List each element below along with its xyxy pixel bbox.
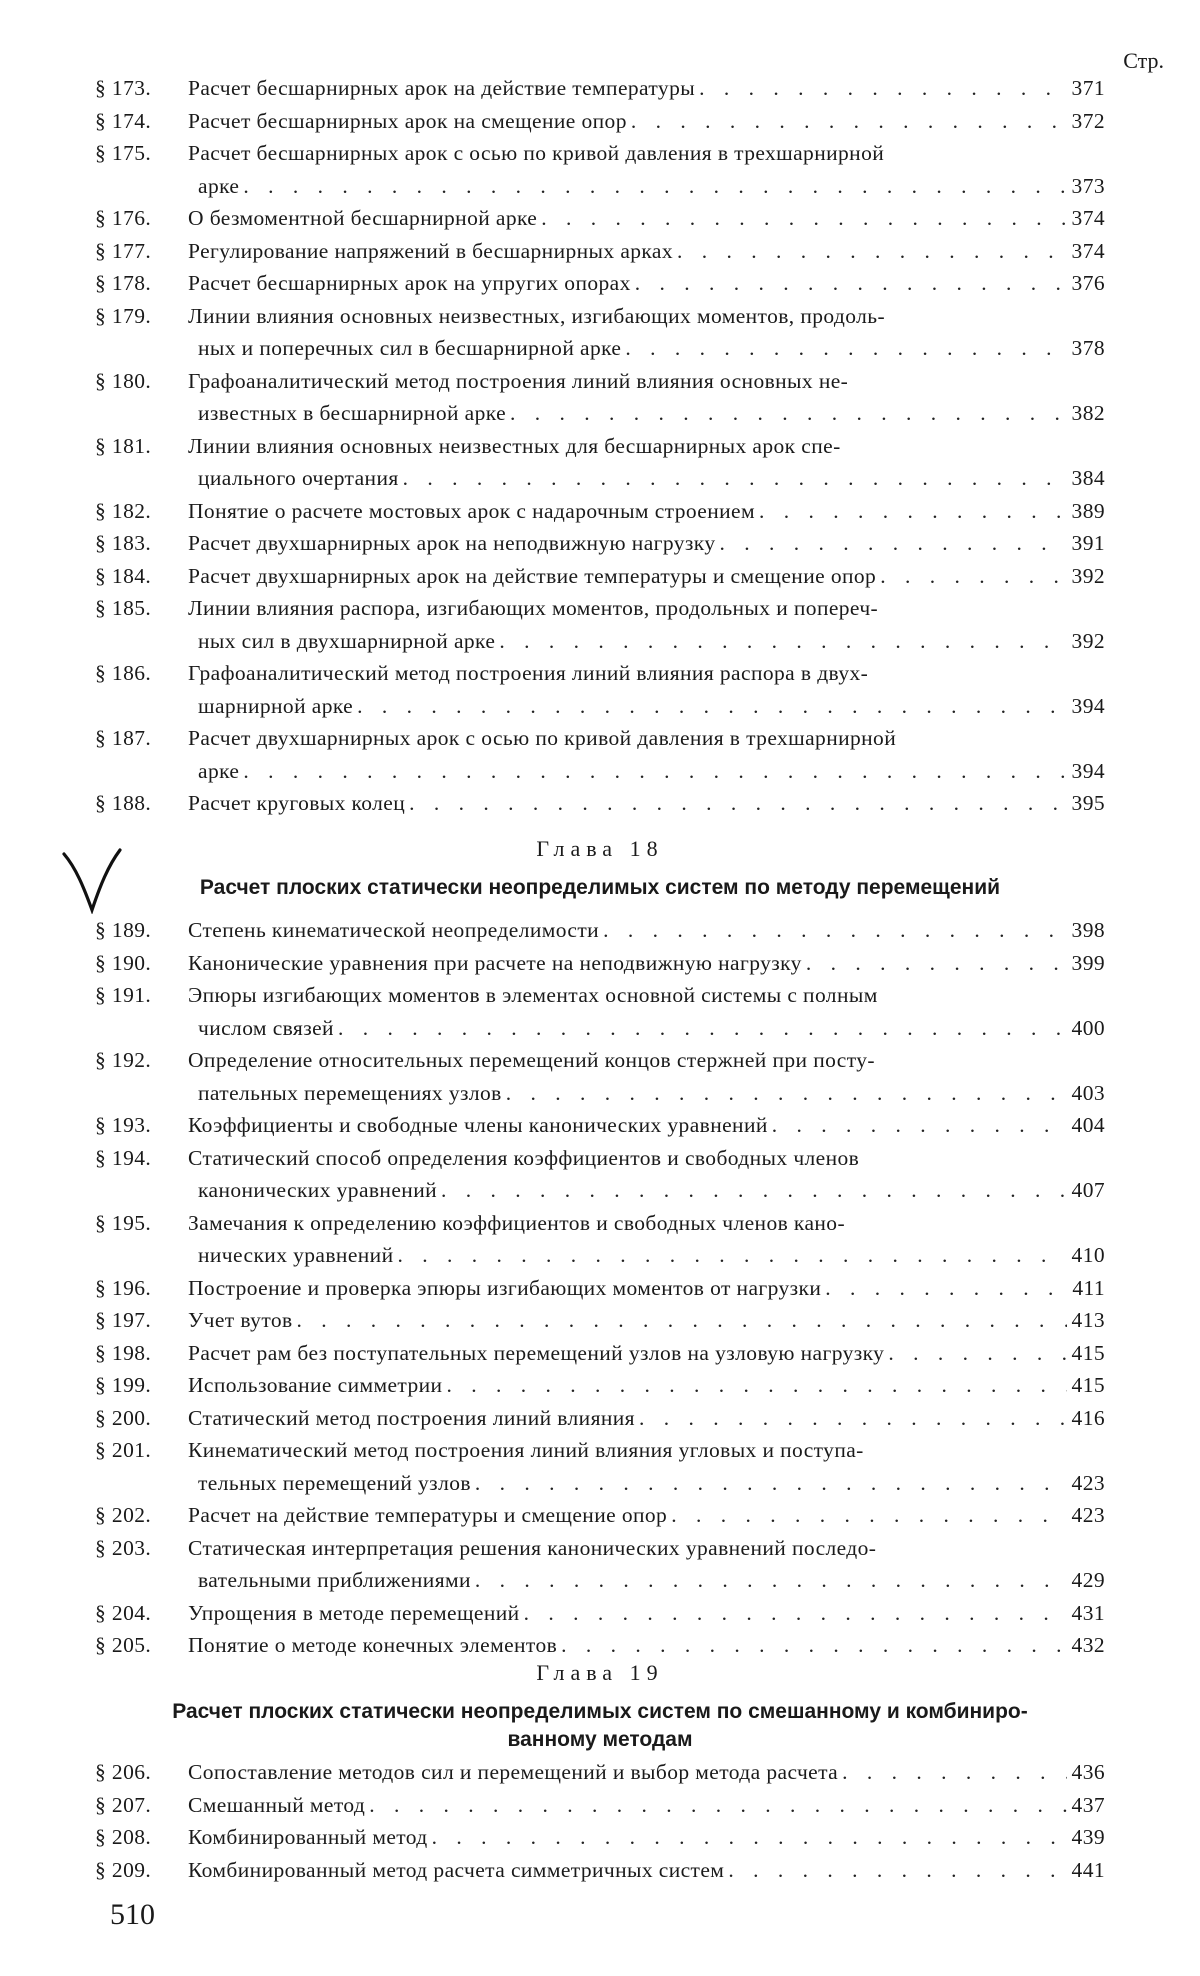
section-title-line: канонических уравнений xyxy=(198,1178,438,1202)
section-title-line: Определение относительных перемещений концов стержней при посту- xyxy=(188,1048,875,1072)
dot-leader xyxy=(671,1499,1067,1532)
dot-leader xyxy=(625,332,1067,365)
dot-leader xyxy=(639,1402,1067,1435)
section-title-line: тельных перемещений узлов xyxy=(198,1470,471,1495)
dot-leader xyxy=(499,625,1067,658)
page-ref: 392 xyxy=(1071,628,1105,653)
section-title-line: Регулирование напряжений в бесшарнирных арках xyxy=(188,238,674,263)
page-ref: 441 xyxy=(1071,1857,1105,1882)
section-title-line: Линии влияния основных неизвестных для бесшарнирных арок спе- xyxy=(188,433,841,458)
section-number: § 181. xyxy=(95,433,152,458)
page-ref: 432 xyxy=(1071,1633,1105,1657)
section-title-line: Статический способ определения коэффициентов и свободных членов xyxy=(188,1145,860,1170)
section-title-line: числом связей xyxy=(198,1015,334,1040)
section-title-line: Понятие о расчете мостовых арок с надарочным строением xyxy=(188,498,755,523)
dot-leader xyxy=(243,755,1067,788)
toc-entry xyxy=(95,1629,1105,1662)
chapter-19-title xyxy=(95,1698,1105,1754)
page-ref: 431 xyxy=(1071,1600,1105,1625)
dot-leader xyxy=(699,72,1067,105)
section-title-line: Использование симметрии xyxy=(188,1373,443,1397)
section-title-line: Коэффициенты и свободные члены канонических уравнений xyxy=(188,1113,768,1137)
dot-leader xyxy=(446,1369,1067,1402)
dot-leader xyxy=(759,495,1067,528)
page-ref: 376 xyxy=(1071,271,1105,295)
toc-entry xyxy=(95,1142,1105,1207)
section-number: § 182. xyxy=(95,498,152,523)
toc-entry xyxy=(95,1854,1105,1887)
section-number: § 203. xyxy=(95,1535,152,1560)
page-ref: 439 xyxy=(1071,1825,1105,1849)
toc-entry xyxy=(95,1044,1105,1109)
toc-section-list-chapter-18 xyxy=(95,914,1105,1662)
toc-entry xyxy=(95,430,1105,495)
page-ref: 415 xyxy=(1071,1373,1105,1397)
section-number: § 186. xyxy=(95,661,152,685)
page-ref: 372 xyxy=(1071,108,1105,133)
toc-entry xyxy=(95,592,1105,657)
section-title-line: Комбинированный метод расчета симметричных систем xyxy=(188,1857,725,1882)
dot-leader xyxy=(510,397,1067,430)
dot-leader xyxy=(880,560,1067,593)
section-title-line: пательных перемещениях узлов xyxy=(198,1080,502,1105)
section-title-line: известных в бесшарнирной арке xyxy=(198,401,507,425)
page-ref: 392 xyxy=(1071,563,1105,588)
section-title-line: арке xyxy=(198,173,240,198)
section-number: § 174. xyxy=(95,108,152,133)
section-title-line: Расчет круговых колец xyxy=(188,791,406,815)
section-title-line: Учет вутов xyxy=(188,1308,293,1332)
page-ref: 436 xyxy=(1071,1760,1105,1784)
section-number: § 179. xyxy=(95,303,152,328)
page-ref: 373 xyxy=(1071,173,1105,198)
section-title-line: О безмоментной бесшарнирной арке xyxy=(188,206,538,230)
section-title-line: циального очертания xyxy=(198,466,399,490)
toc-entry xyxy=(95,1337,1105,1370)
dot-leader xyxy=(524,1597,1067,1630)
dot-leader xyxy=(506,1077,1067,1110)
toc-entry xyxy=(95,914,1105,947)
page-ref: 395 xyxy=(1071,791,1105,815)
section-number: § 178. xyxy=(95,271,152,295)
page-ref: 371 xyxy=(1071,76,1105,100)
page-ref: 429 xyxy=(1071,1568,1105,1592)
toc-entry xyxy=(95,1756,1105,1789)
section-number: § 177. xyxy=(95,238,152,263)
section-title-line: Расчет рам без поступательных перемещений узлов на узловую нагрузку xyxy=(188,1340,885,1365)
toc-entry xyxy=(95,1597,1105,1630)
toc-entry xyxy=(95,235,1105,268)
section-number: § 202. xyxy=(95,1503,152,1527)
section-number: § 201. xyxy=(95,1438,152,1462)
section-title-line: Упрощения в методе перемещений xyxy=(188,1600,520,1625)
toc-entry xyxy=(95,657,1105,722)
section-title-line: Комбинированный метод xyxy=(188,1825,428,1849)
toc-entry xyxy=(95,1207,1105,1272)
section-title-line: Сопоставление методов сил и перемещений и выбор метода расчета xyxy=(188,1760,839,1784)
section-title-line: Статическая интерпретация решения канонических уравнений последо- xyxy=(188,1535,877,1560)
section-number: § 184. xyxy=(95,563,152,588)
section-number: § 200. xyxy=(95,1405,152,1430)
section-number: § 187. xyxy=(95,726,152,750)
toc-entry xyxy=(95,947,1105,980)
dot-leader xyxy=(297,1304,1067,1337)
toc-entry xyxy=(95,787,1105,820)
section-title-line: Линии влияния основных неизвестных, изгибающих моментов, продоль- xyxy=(188,303,886,328)
page-ref: 394 xyxy=(1071,758,1105,783)
section-number: § 196. xyxy=(95,1275,152,1300)
toc-entry xyxy=(95,72,1105,105)
dot-leader xyxy=(719,527,1067,560)
page-column-header: Стр. xyxy=(1123,48,1164,73)
page-ref: 374 xyxy=(1071,206,1105,230)
toc-entry xyxy=(95,1272,1105,1305)
page-ref: 389 xyxy=(1071,498,1105,523)
section-number: § 209. xyxy=(95,1857,152,1882)
dot-leader xyxy=(825,1272,1067,1305)
page-ref: 415 xyxy=(1071,1340,1105,1365)
section-title-line: Графоаналитический метод построения линий влияния распора в двух- xyxy=(188,661,869,685)
section-title-line: ных сил в двухшарнирной арке xyxy=(198,628,496,653)
toc-entry xyxy=(95,527,1105,560)
page-ref: 416 xyxy=(1071,1405,1105,1430)
page-ref: 391 xyxy=(1071,531,1105,555)
chapter-19-title-line-2: ванному методам xyxy=(507,1728,693,1751)
chapter-18-title: Расчет плоских статически неопределимых систем по методу перемещений xyxy=(199,876,1001,899)
page-ref: 404 xyxy=(1071,1113,1105,1137)
toc-entry xyxy=(95,560,1105,593)
toc-entry xyxy=(95,722,1105,787)
section-title-line: вательными приближениями xyxy=(198,1568,471,1592)
section-title-line: Расчет двухшарнирных арок с осью по кривой давления в трехшарнирной xyxy=(188,726,897,750)
section-number: § 204. xyxy=(95,1600,152,1625)
toc-entry xyxy=(95,1821,1105,1854)
toc-entry xyxy=(95,1434,1105,1499)
chapter-19-label: Глава 19 xyxy=(536,1660,664,1685)
dot-leader xyxy=(728,1854,1067,1887)
section-number: § 199. xyxy=(95,1373,152,1397)
page-ref: 423 xyxy=(1071,1503,1105,1527)
page-ref: 411 xyxy=(1072,1275,1105,1300)
toc-entry xyxy=(95,979,1105,1044)
section-number: § 207. xyxy=(95,1792,152,1817)
chapter-18-label: Глава 18 xyxy=(536,836,664,861)
section-number: § 190. xyxy=(95,950,152,975)
section-number: § 206. xyxy=(95,1760,152,1784)
chapter-19-title-line-1: Расчет плоских статически неопределимых систем по смешанному и комбиниро- xyxy=(172,1700,1028,1723)
dot-leader xyxy=(441,1174,1067,1207)
section-number: § 183. xyxy=(95,531,152,555)
section-title-line: Расчет бесшарнирных арок на упругих опорах xyxy=(188,271,631,295)
page-ref: 413 xyxy=(1071,1308,1105,1332)
dot-leader xyxy=(772,1109,1067,1142)
toc-entry xyxy=(95,365,1105,430)
section-title-line: арке xyxy=(198,758,240,783)
section-title-line: Расчет бесшарнирных арок на смещение опор xyxy=(188,108,627,133)
dot-leader xyxy=(842,1756,1067,1789)
section-number: § 185. xyxy=(95,596,152,620)
section-title-line: Канонические уравнения при расчете на неподвижную нагрузку xyxy=(188,950,802,975)
dot-leader xyxy=(397,1239,1067,1272)
toc-section-list-top xyxy=(95,72,1105,820)
section-number: § 205. xyxy=(95,1633,152,1657)
section-number: § 191. xyxy=(95,983,152,1007)
section-title-line: Построение и проверка эпюры изгибающих моментов от нагрузки xyxy=(188,1275,822,1300)
section-title-line: Смешанный метод xyxy=(188,1792,366,1817)
section-number: § 208. xyxy=(95,1825,152,1849)
toc-section-list-chapter-19 xyxy=(95,1756,1105,1886)
dot-leader xyxy=(403,462,1067,495)
toc-entry xyxy=(95,1789,1105,1822)
section-title-line: Кинематический метод построения линий влияния угловых и поступа- xyxy=(188,1438,864,1462)
dot-leader xyxy=(369,1789,1067,1822)
dot-leader xyxy=(603,914,1067,947)
section-title-line: Степень кинематической неопределимости xyxy=(188,918,600,942)
toc-entry xyxy=(95,105,1105,138)
section-title-line: Линии влияния распора, изгибающих моментов, продольных и попереч- xyxy=(188,596,879,620)
page-ref: 374 xyxy=(1071,238,1105,263)
dot-leader xyxy=(357,690,1067,723)
section-number: § 195. xyxy=(95,1210,152,1235)
section-title-line: Графоаналитический метод построения линий влияния основных не- xyxy=(188,368,849,393)
page-ref: 394 xyxy=(1071,693,1105,718)
toc-entry xyxy=(95,300,1105,365)
dot-leader xyxy=(677,235,1067,268)
toc-entry xyxy=(95,1109,1105,1142)
dot-leader xyxy=(338,1012,1067,1045)
toc-entry xyxy=(95,267,1105,300)
dot-leader xyxy=(409,787,1067,820)
section-number: § 197. xyxy=(95,1308,152,1332)
dot-leader xyxy=(635,267,1067,300)
page-ref: 403 xyxy=(1071,1080,1105,1105)
section-title-line: Эпюры изгибающих моментов в элементах основной системы с полным xyxy=(188,983,878,1007)
section-title-line: Статический метод построения линий влияния xyxy=(188,1405,635,1430)
dot-leader xyxy=(432,1821,1067,1854)
toc-entry xyxy=(95,1402,1105,1435)
dot-leader xyxy=(243,170,1067,203)
toc-entry xyxy=(95,1369,1105,1402)
section-number: § 194. xyxy=(95,1145,152,1170)
toc-entry xyxy=(95,137,1105,202)
page-ref: 382 xyxy=(1071,401,1105,425)
dot-leader xyxy=(631,105,1067,138)
section-number: § 180. xyxy=(95,368,152,393)
section-title-line: Понятие о методе конечных элементов xyxy=(188,1633,558,1657)
page-ref: 378 xyxy=(1071,336,1105,360)
section-number: § 175. xyxy=(95,141,152,165)
dot-leader xyxy=(541,202,1067,235)
section-number: § 173. xyxy=(95,76,152,100)
section-title-line: Замечания к определению коэффициентов и свободных членов кано- xyxy=(188,1210,846,1235)
page-ref: 437 xyxy=(1071,1792,1105,1817)
section-number: § 188. xyxy=(95,791,152,815)
dot-leader xyxy=(806,947,1067,980)
dot-leader xyxy=(475,1467,1067,1500)
page-ref: 400 xyxy=(1071,1015,1105,1040)
dot-leader xyxy=(888,1337,1067,1370)
toc-entry xyxy=(95,1532,1105,1597)
section-number: § 198. xyxy=(95,1340,152,1365)
section-title-line: шарнирной арке xyxy=(198,693,354,718)
dot-leader xyxy=(475,1564,1067,1597)
section-number: § 189. xyxy=(95,918,152,942)
page-ref: 407 xyxy=(1071,1178,1105,1202)
page-ref: 398 xyxy=(1071,918,1105,942)
section-title-line: ных и поперечных сил в бесшарнирной арке xyxy=(198,336,622,360)
dot-leader xyxy=(561,1629,1067,1662)
page-ref: 384 xyxy=(1071,466,1105,490)
section-title-line: Расчет бесшарнирных арок на действие температуры xyxy=(188,76,696,100)
section-title-line: Расчет бесшарнирных арок с осью по кривой давления в трехшарнирной xyxy=(188,141,885,165)
toc-entry xyxy=(95,1499,1105,1532)
section-title-line: Расчет на действие температуры и смещение опор xyxy=(188,1503,668,1527)
toc-entry xyxy=(95,1304,1105,1337)
toc-entry xyxy=(95,495,1105,528)
section-title-line: нических уравнений xyxy=(198,1243,394,1267)
section-title-line: Расчет двухшарнирных арок на действие температуры и смещение опор xyxy=(188,563,877,588)
toc-entry xyxy=(95,202,1105,235)
section-number: § 193. xyxy=(95,1113,152,1137)
page-ref: 423 xyxy=(1071,1470,1105,1495)
page-number: 510 xyxy=(110,1898,155,1931)
section-number: § 192. xyxy=(95,1048,152,1072)
page-ref: 410 xyxy=(1071,1243,1105,1267)
page-ref: 399 xyxy=(1071,950,1105,975)
section-number: § 176. xyxy=(95,206,152,230)
section-title-line: Расчет двухшарнирных арок на неподвижную нагрузку xyxy=(188,531,716,555)
